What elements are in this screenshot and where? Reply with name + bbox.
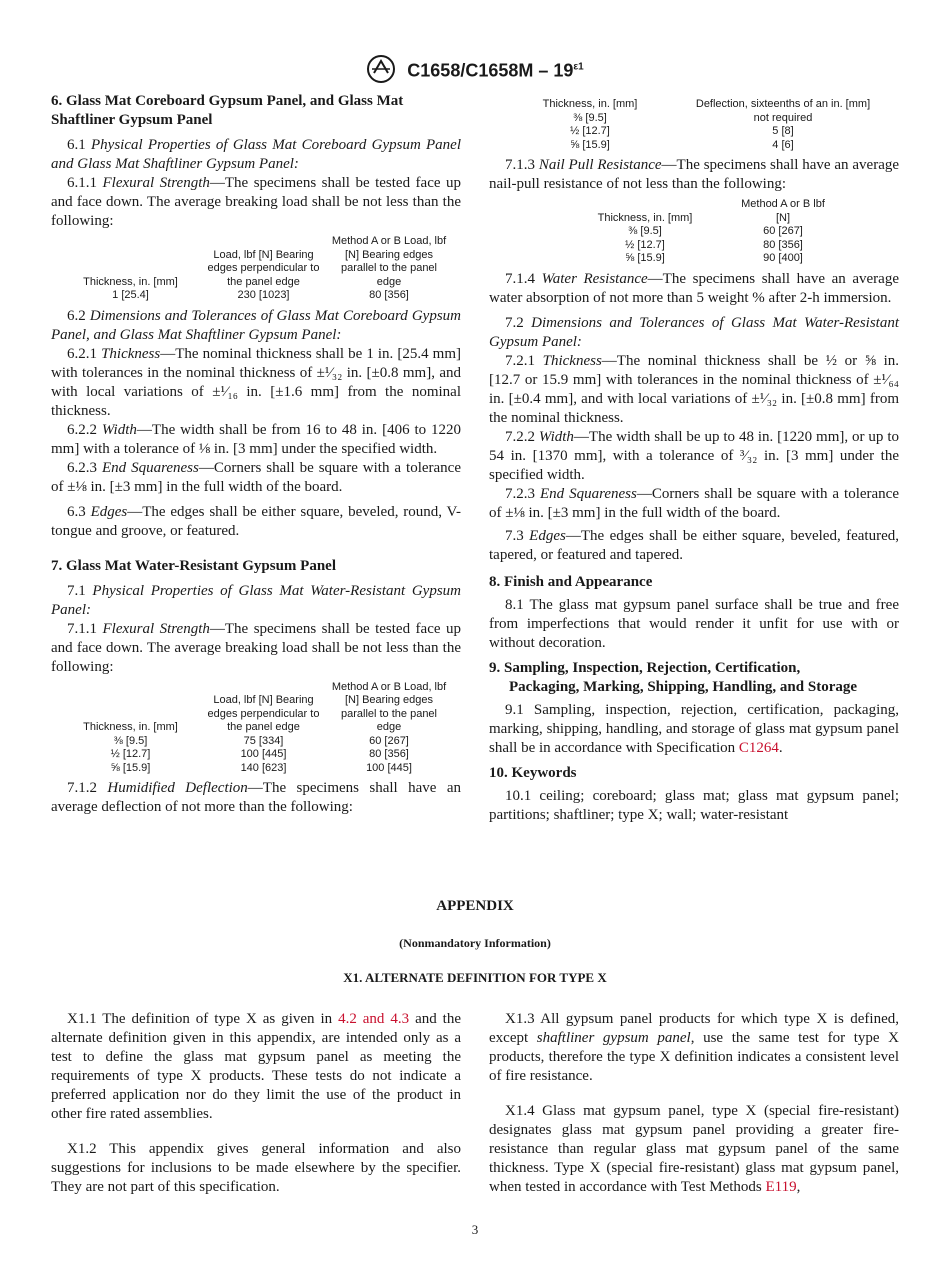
table-header: Method A or B lbf [N]	[741, 198, 825, 224]
table-nail-pull	[556, 198, 832, 266]
x1-heading: X1. ALTERNATE DEFINITION FOR TYPE X	[343, 970, 607, 985]
document-designation: C1658/C1658M – 19	[407, 60, 574, 81]
para-x1-3: X1.3 All gypsum panel products for which type X is defined, except shaftliner gypsum panel, use the same test for type X products, therefore the type X definition indicates a consistent level of fire resistance.	[489, 1011, 900, 1084]
table-row: ½ [12.7] 80 [356]	[625, 238, 803, 251]
table-row: ⅝ [15.9] 140 [623] 100 [445]	[110, 761, 412, 774]
section-9-heading: 9. Sampling, Inspection, Rejection, Certification,	[489, 659, 801, 676]
para-7-3: 7.3 Edges—The edges shall be either square, beveled, featured, tapered, or featured and tapered.	[489, 527, 900, 563]
table-header: Load, lbf [N] Bearing edges perpendicular to the panel edge	[207, 694, 320, 733]
para-7-1-2: 7.1.2 Humidified Deflection—The specimens shall have an average deflection of not more than the following:	[51, 780, 462, 815]
table-header: Thickness, in. [mm]	[83, 721, 178, 733]
epsilon-mark: ε1	[573, 61, 584, 73]
c1264-link[interactable]: C1264	[738, 739, 779, 756]
appendix-title: APPENDIX	[436, 898, 514, 914]
para-7-2: 7.2 Dimensions and Tolerances of Glass Mat Water-Resistant Gypsum Panel:	[489, 314, 900, 350]
para-x1-4: X1.4 Glass mat gypsum panel, type X (special fire-resistant) designates glass mat gypsum panel providing a greater fire-resistance than regular glass mat gypsum panel of the same thickness. Type X (special fire-resistant) glass mat gypsum panel, when tested in accordance with Test Methods E119,	[489, 1103, 899, 1195]
table-row: ⅝ [15.9] 4 [6]	[570, 138, 794, 151]
para-6-3: 6.3 Edges—The edges shall be either square, beveled, round, V-tongue and groove, or featured.	[51, 503, 461, 539]
table-header: Method A or B Load, lbf [N] Bearing edges parallel to the panel edge	[331, 680, 447, 733]
left-column	[51, 92, 461, 817]
appendix-right-column	[489, 1010, 899, 1197]
appendix-left-column	[51, 1010, 461, 1197]
para-7-2-3: 7.2.3 End Squareness—Corners shall be square with a tolerance of ±⅛ in. [±3 mm] in the full width of the board.	[489, 485, 900, 521]
para-7-2-2: 7.2.2 Width—The width shall be up to 48 in. [1220 mm], or up to 54 in. [1370 mm], with a tolerance of ³⁄₃₂ in. [3 mm] under the specified width.	[489, 428, 899, 483]
table-header: Load, lbf [N] Bearing edges perpendicular to the panel edge	[207, 248, 320, 288]
table-row: 1 [25.4] 230 [1023] 80 [356]	[112, 289, 409, 301]
table-row: ½ [12.7] 100 [445] 80 [356]	[110, 748, 409, 760]
para-6-2-2: 6.2.2 Width—The width shall be from 16 to 48 in. [406 to 1220 mm] with a tolerance of ⅛ in. [3 mm] under the specified width.	[51, 421, 461, 457]
section-8-heading: 8. Finish and Appearance	[489, 573, 653, 590]
table-header: Thickness, in. [mm]	[83, 275, 178, 288]
table-coreboard-flexural	[62, 235, 451, 303]
para-6-1-1: 6.1.1 Flexural Strength—The specimens shall be tested face up and face down. The average breaking load shall be not less than the following:	[51, 175, 461, 229]
para-x1-2: X1.2 This appendix gives general information and also suggestions for inclusions to be made elsewhere by the specifier. They are not part of this specification.	[51, 1141, 461, 1195]
para-10-1: 10.1 ceiling; coreboard; glass mat; glass mat gypsum panel; partitions; shaftliner; type X; wall; water-resistant	[489, 787, 899, 823]
table-humidified-deflection	[501, 98, 887, 152]
para-6-2-3: 6.2.3 End Squareness—Corners shall be square with a tolerance of ±⅛ in. [±3 mm] in the full width of the board.	[51, 459, 462, 495]
para-7-1-1: 7.1.1 Flexural Strength—The specimens shall be tested face up and face down. The average breaking load shall be not less than the following:	[51, 620, 461, 675]
astm-logo-icon	[366, 54, 396, 89]
para-7-1: 7.1 Physical Properties of Glass Mat Water-Resistant Gypsum Panel:	[51, 582, 461, 618]
table-water-resistant-flexural	[62, 681, 451, 776]
right-column	[489, 98, 899, 825]
table-header: Method A or B Load, lbf [N] Bearing edges parallel to the panel edge	[331, 235, 447, 288]
para-6-2-1: 6.2.1 Thickness—The nominal thickness shall be 1 in. [25.4 mm] with tolerances in the nominal thickness of ±¹⁄₃₂ in. [±0.8 mm], and with local variations of ±¹⁄₁₆ in. [±1.6 mm] from the nominal thickness.	[51, 345, 461, 419]
table-row: ⅜ [9.5] 75 [334] 60 [267]	[113, 734, 409, 747]
table-row: ⅜ [9.5] 60 [267]	[628, 225, 803, 237]
section-10-heading: 10. Keywords	[489, 764, 577, 781]
page-header	[0, 54, 950, 89]
para-7-2-1: 7.2.1 Thickness—The nominal thickness shall be ½ or ⅝ in. [12.7 or 15.9 mm] with tolerances in the nominal thickness of ±¹⁄₆₄ in. [±0.4 mm], and with local variations of ±¹⁄₃₂ in. [±0.8 mm] from the nominal thickness.	[489, 352, 899, 426]
section-4-2-link[interactable]: 4.2 and 4.3	[338, 1011, 410, 1027]
table-row: ⅝ [15.9] 90 [400]	[625, 252, 803, 264]
para-7-1-4: 7.1.4 Water Resistance—The specimens shall have an average water absorption of not more than 5 weight % after 2-h immersion.	[489, 270, 899, 306]
section-7-heading: 7. Glass Mat Water-Resistant Gypsum Panel	[51, 557, 336, 574]
appendix-subtitle: (Nonmandatory Information)	[399, 936, 551, 950]
table-header: Thickness, in. [mm]	[597, 211, 693, 224]
section-9-heading-cont: Packaging, Marking, Shipping, Handling, and Storage	[509, 678, 858, 695]
para-8-1: 8.1 The glass mat gypsum panel surface shall be true and free from imperfections that would render it unfit for use with or without decoration.	[489, 596, 899, 651]
para-6-1: 6.1 Physical Properties of Glass Mat Coreboard Gypsum Panel and Glass Mat Shaftliner Gypsum Panel:	[51, 137, 462, 172]
para-6-2: 6.2 Dimensions and Tolerances of Glass Mat Coreboard Gypsum Panel, and Glass Mat Shaftliner Gypsum Panel:	[51, 307, 461, 343]
page-number: 3	[471, 1222, 479, 1237]
table-header: Deflection, sixteenths of an in. [mm]	[695, 98, 871, 110]
table-header: Thickness, in. [mm]	[542, 98, 638, 110]
table-row: ½ [12.7] 5 [8]	[570, 125, 794, 137]
para-9-1: 9.1 Sampling, inspection, rejection, certification, packaging, marking, shipping, handling, and storage of glass mat gypsum panel shall be in accordance with Specification C1264.	[489, 701, 899, 756]
e119-link[interactable]: E119	[765, 1179, 797, 1195]
table-row: ⅜ [9.5] not required	[573, 111, 813, 124]
para-7-1-3: 7.1.3 Nail Pull Resistance—The specimens shall have an average nail-pull resistance of not less than the following:	[489, 157, 900, 192]
para-x1-1: X1.1 The definition of type X as given in 4.2 and 4.3 and the alternate definition given in this appendix, are intended only as a test to define the glass mat gypsum panel as meeting the requirements of type X products. These tests do not indicate a preferred application nor do they limit the use of the product in other fire rated assemblies.	[51, 1011, 461, 1122]
section-6-heading: 6. Glass Mat Coreboard Gypsum Panel, and Glass Mat Shaftliner Gypsum Panel	[51, 93, 404, 128]
